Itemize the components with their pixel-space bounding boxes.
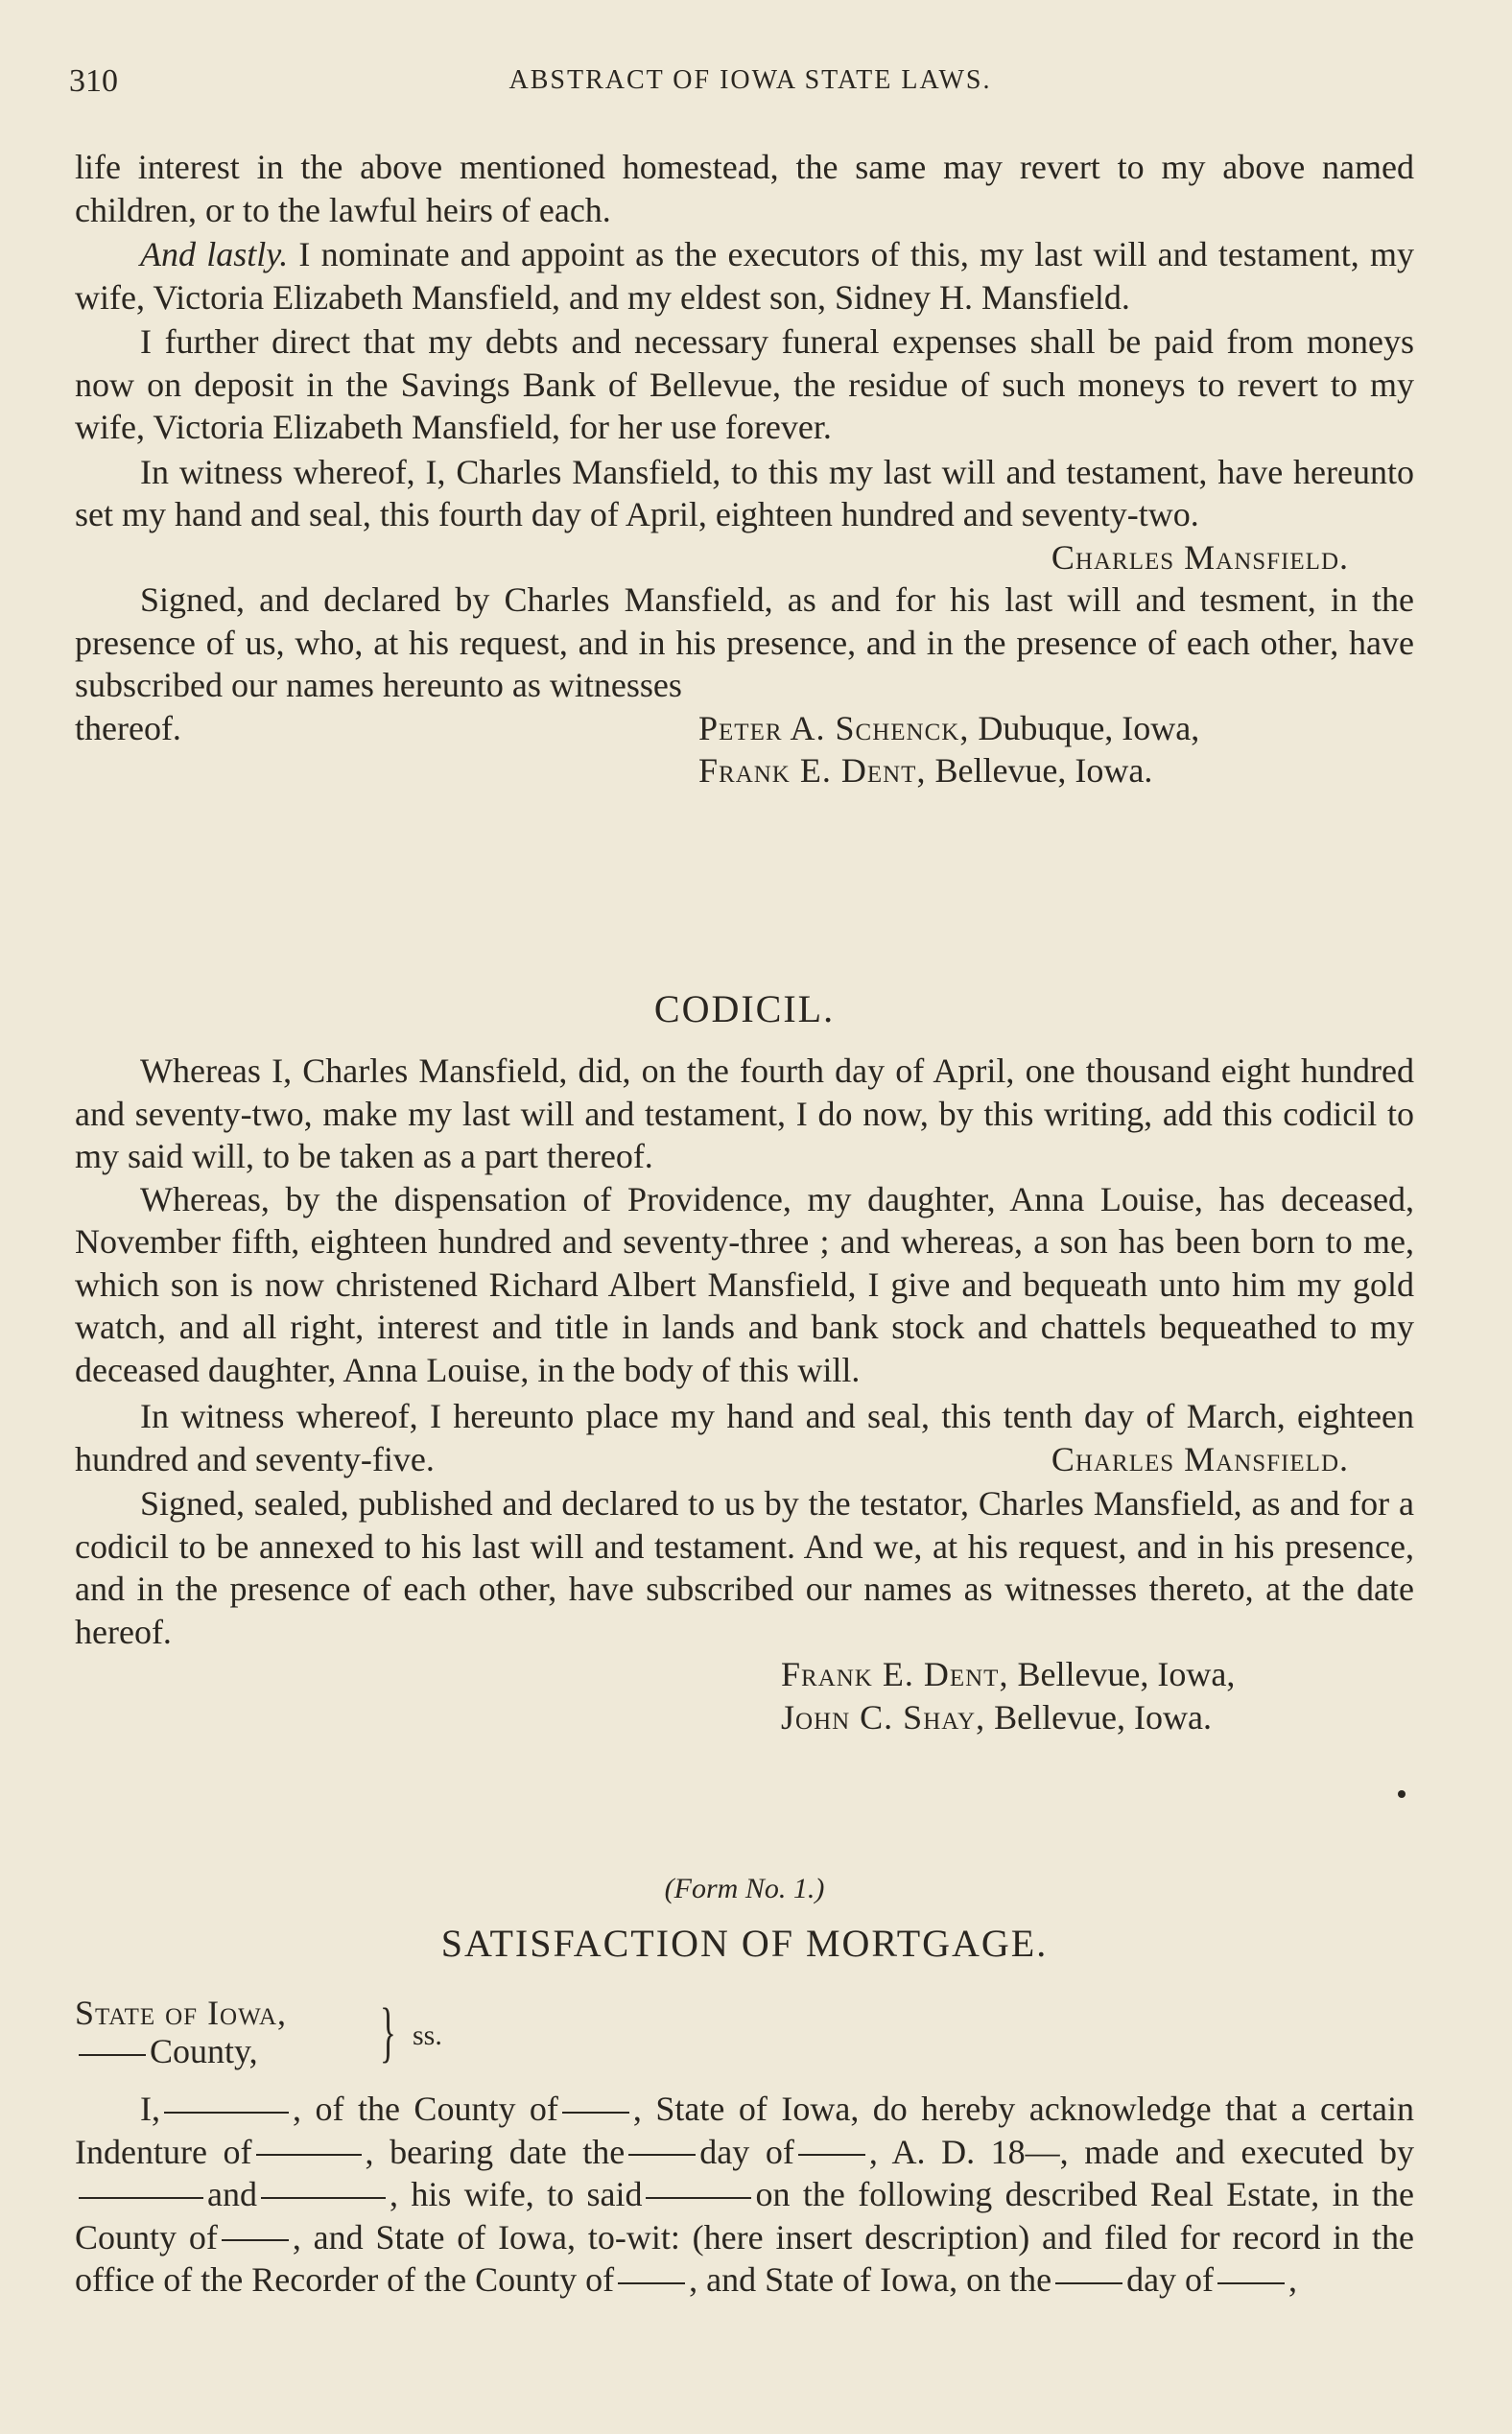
form-text-1: I, — [140, 2090, 160, 2128]
will-witness-2-name: Frank E. Dent, — [698, 751, 927, 790]
will-witness-row-2 — [75, 749, 1414, 792]
form-body — [75, 2088, 1414, 2302]
form-blank-11 — [1055, 2282, 1122, 2284]
codicil-title: CODICIL. — [653, 987, 836, 1030]
form-blank-12 — [1217, 2282, 1285, 2284]
form-blank-4 — [628, 2154, 696, 2156]
form-blank-5 — [798, 2154, 865, 2156]
codicil-signature: Charles Mansfield. — [1051, 1439, 1349, 1478]
codicil-witness-1-name: Frank E. Dent, — [781, 1655, 1009, 1693]
form-text-12: day of — [1126, 2260, 1215, 2299]
will-witness-row-1 — [75, 707, 1414, 750]
form-text-7: and — [207, 2175, 257, 2213]
codicil-witness-2 — [781, 1696, 1414, 1739]
will-paragraph-2 — [75, 233, 1414, 319]
codicil-witnesses — [781, 1653, 1414, 1738]
venue-county: County, — [150, 2032, 258, 2070]
will-witness-2-place: Bellevue, Iowa. — [926, 751, 1153, 790]
venue-block — [75, 1994, 1414, 2078]
form-text-3: , State of Iowa, do hereby acknowledge that a certain Indenture of — [75, 2090, 1414, 2171]
codicil-witness-1 — [781, 1653, 1414, 1696]
form-blank-6 — [79, 2197, 203, 2199]
venue-state: State of Iowa, — [75, 1994, 287, 2032]
form-text-11: , and State of Iowa, on the — [689, 2260, 1052, 2299]
codicil-paragraph-1: Whereas I, Charles Mansfield, did, on the fourth day of April, one thousand eight hundred and seventy-two, make my last will and testament, I do now, by this writing, add this codicil to my said will, to be taken as a part thereof. — [75, 1052, 1414, 1175]
codicil-witness-2-name: John C. Shay, — [781, 1697, 986, 1737]
codicil-witness-2-place: Bellevue, Iowa. — [985, 1697, 1212, 1737]
will-paragraph-2-text: I nominate and appoint as the executors of this, my last will and testament, my wife, Victoria Elizabeth Mansfield, and my eldest son, Sidney H. Mansfield. — [75, 235, 1414, 317]
codicil-paragraph-3 — [75, 1395, 1414, 1480]
codicil-paragraph-3-text: In witness whereof, I hereunto place my hand and seal, this tenth day of March, eighteen hundred and seventy-five. — [75, 1397, 1414, 1478]
form-text-8: , his wife, to said — [389, 2175, 643, 2213]
form-title: SATISFACTION OF MORTGAGE. — [440, 1922, 1049, 1965]
venue-brace: } — [380, 1996, 396, 2069]
will-signature: Charles Mansfield. — [1051, 537, 1349, 577]
will-paragraph-3: I further direct that my debts and necessary funeral expenses shall be paid from moneys now on deposit in the Savings Bank of Bellevue, the residue of such moneys to revert to my wife, Victoria Elizabeth Mansfield, for her use forever. — [75, 322, 1414, 446]
stray-ink-dot — [1398, 1790, 1406, 1798]
form-text-5: day of — [699, 2132, 794, 2171]
codicil-paragraph-2: Whereas, by the dispensation of Providence, my daughter, Anna Louise, has deceased, November fifth, eighteen hundred and seventy-three ; and whereas, a son has been born to me, which son is now christened Richard Albert Mansfield, I give and bequeath unto him my gold watch, and all right, interest and title in lands and bank stock and chattels bequeathed to my deceased daughter, Anna Louise, in the body of this will. — [75, 1179, 1414, 1389]
will-attestation-end: thereof. — [75, 708, 181, 747]
form-text-10: , and State of Iowa, to-wit: (here insert description) and filed for record in the office of the Recorder of the County of — [75, 2217, 1414, 2299]
form-blank-10 — [618, 2282, 685, 2284]
mortgage-form-section — [75, 1873, 1414, 2302]
will-witness-1-place: Dubuque, Iowa, — [969, 708, 1200, 747]
page-number: 310 — [69, 63, 118, 99]
page-header — [69, 63, 1431, 106]
form-text-6: , A. D. 18—, made and executed by — [868, 2132, 1414, 2171]
will-paragraph-1: life interest in the above mentioned homestead, the same may revert to my above named children, or to the lawful heirs of each. — [75, 148, 1414, 229]
venue-county-line — [75, 2032, 1414, 2070]
will-witness-1-name: Peter A. Schenck, — [698, 708, 970, 747]
will-witness-2 — [698, 749, 1152, 792]
will-paragraph-2-lead: And lastly. — [140, 235, 289, 273]
form-blank-8 — [646, 2197, 751, 2199]
form-text-2: , of the County of — [293, 2090, 558, 2128]
will-paragraph-4: In witness whereof, I, Charles Mansfield, to this my last will and testament, have hereunto set my hand and seal, this fourth day of April, eighteen hundred and seventy-two. — [75, 452, 1414, 533]
county-blank — [79, 2054, 146, 2056]
form-text-9: on the following described Real Estate, in the County of — [75, 2175, 1414, 2257]
form-text-4: , bearing date the — [365, 2132, 626, 2171]
form-text-13: , — [1288, 2260, 1298, 2299]
form-blank-3 — [256, 2154, 362, 2156]
will-witness-1 — [698, 707, 1199, 750]
form-blank-9 — [222, 2239, 289, 2241]
will-section — [75, 146, 1414, 792]
form-blank-1 — [164, 2112, 289, 2114]
codicil-attestation: Signed, sealed, published and declared to us by the testator, Charles Mansfield, as and for a codicil to be annexed to his last will and testament. And we, at his request, and in his presence, and in the presence of each other, have subscribed our names as witnesses thereto, at the date hereof. — [75, 1484, 1414, 1651]
form-blank-7 — [261, 2197, 386, 2199]
form-blank-2 — [562, 2112, 629, 2114]
codicil-section — [75, 986, 1414, 1738]
will-attestation: Signed, and declared by Charles Mansfield, as and for his last will and tesment, in the presence of us, who, at his request, and in his presence, and in the presence of each other, have subscribed our names hereunto as witnesses — [75, 580, 1414, 704]
running-title: ABSTRACT OF IOWA STATE LAWS. — [508, 65, 992, 95]
form-number: (Form No. 1.) — [664, 1873, 825, 1904]
venue-ss: ss. — [413, 2020, 442, 2051]
codicil-witness-1-place: Bellevue, Iowa, — [1008, 1655, 1236, 1693]
